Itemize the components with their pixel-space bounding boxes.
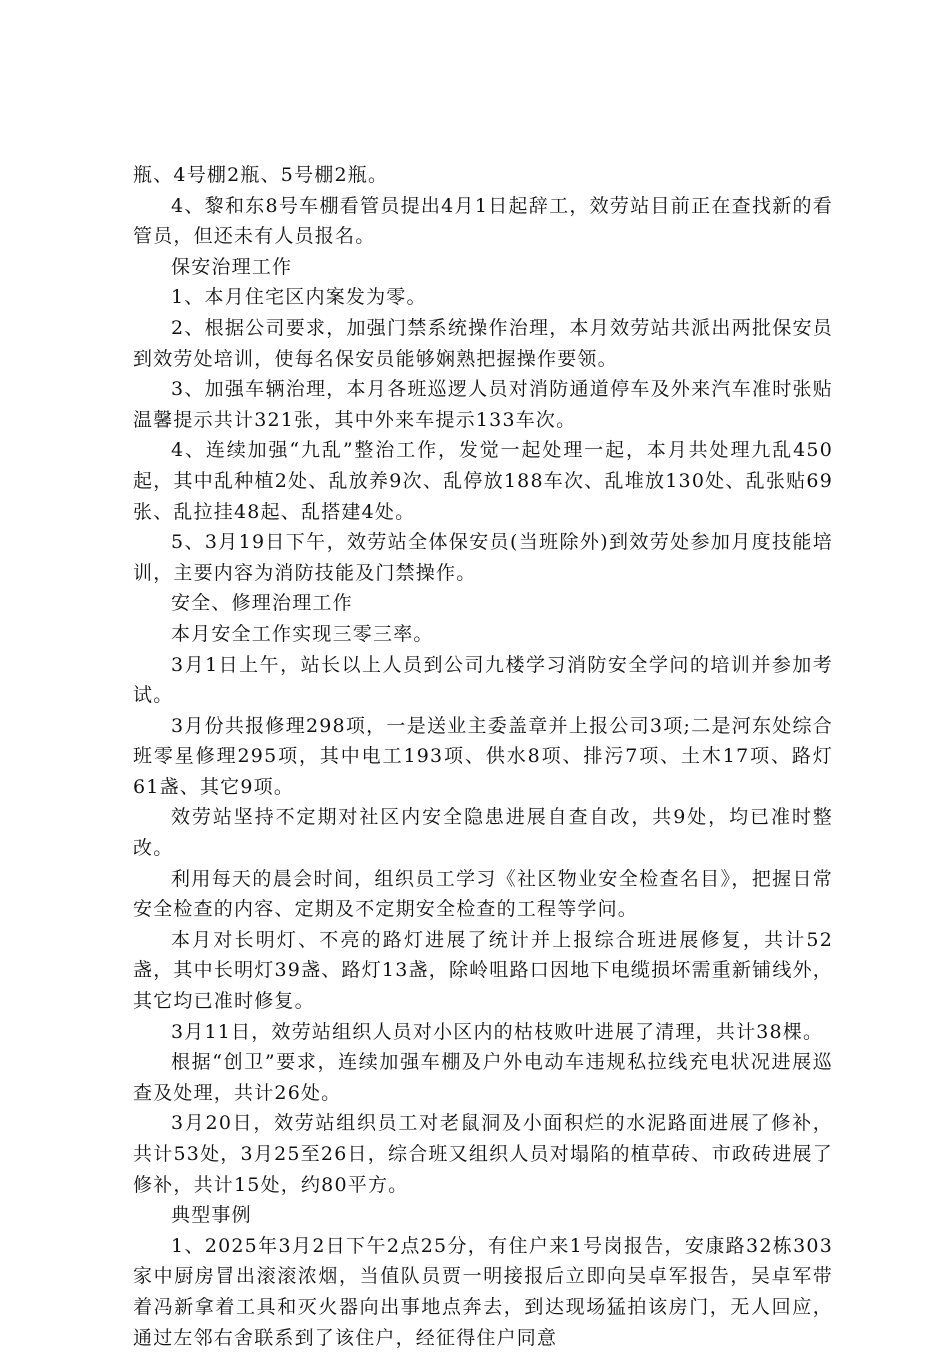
- paragraph: 3月1日上午，站长以上人员到公司九楼学习消防安全学问的培训并参加考试。: [133, 653, 833, 707]
- paragraph: 效劳站坚持不定期对社区内安全隐患进展自查自改，共9处，均已准时整改。: [133, 806, 833, 860]
- paragraph: 根据“创卫”要求，连续加强车棚及户外电动车违规私拉线充电状况进展巡查及处理，共计26处。: [133, 1051, 833, 1104]
- section-heading: 安全、修理治理工作: [171, 592, 353, 615]
- paragraph: 4、黎和东8号车棚看管员提出4月1日起辞工，效劳站目前正在查找新的看管员，但还未有人员报名。: [133, 194, 833, 248]
- section-heading: 典型事例: [171, 1204, 252, 1227]
- paragraph: 本月对长明灯、不亮的路灯进展了统计并上报综合班进展修复，共计52盏，其中长明灯39盏、路灯13盏，除岭咀路口因地下电缆损坏需重新铺线外，其它均已准时修复。: [133, 928, 833, 1013]
- paragraph: 1、2025年3月2日下午2点25分，有住户来1号岗报告，安康路32栋303家中厨房冒出滚滚浓烟，当值队员贾一明接报后立即向吴卓军报告，吴卓军带着冯新拿着工具和灭火器向出事地点奔去，到达现场猛拍该房门，无人回应，通过左邻右舍联系到了该住户，经征得住户同意: [133, 1234, 833, 1349]
- paragraph: 利用每天的晨会时间，组织员工学习《社区物业安全检查名目》，把握日常安全检查的内容、定期及不定期安全检查的工程等学问。: [133, 867, 833, 921]
- section-heading: 保安治理工作: [171, 255, 293, 278]
- paragraph: 3月份共报修理298项，一是送业主委盖章并上报公司3项;二是河东处综合班零星修理295项，其中电工193项、供水8项、排污7项、土木17项、路灯61盏、其它9项。: [133, 714, 833, 798]
- paragraph: 3、加强车辆治理，本月各班巡逻人员对消防通道停车及外来汽车准时张贴温馨提示共计321张，其中外来车提示133车次。: [133, 378, 833, 431]
- paragraph: 3月11日，效劳站组织人员对小区内的枯枝败叶进展了清理，共计38棵。: [171, 1020, 824, 1043]
- paragraph: 本月安全工作实现三零三率。: [171, 622, 434, 645]
- paragraph: 5、3月19日下午，效劳站全体保安员(当班除外)到效劳处参加月度技能培训，主要内容为消防技能及门禁操作。: [133, 531, 833, 584]
- paragraph: 4、连续加强“九乱”整治工作，发觉一起处理一起，本月共处理九乱450起，其中乱种植2处、乱放养9次、乱停放188车次、乱堆放130处、乱张贴69张、乱拉挂48起、乱搭建4处。: [133, 439, 833, 523]
- paragraph: 1、本月住宅区内案发为零。: [171, 286, 427, 309]
- paragraph: 2、根据公司要求，加强门禁系统操作治理，本月效劳站共派出两批保安员到效劳处培训，使每名保安员能够娴熟把握操作要领。: [133, 316, 833, 370]
- document-body: [133, 160, 833, 1353]
- paragraph-continuation: 瓶、4号棚2瓶、5号棚2瓶。: [133, 164, 389, 186]
- paragraph: 3月20日，效劳站组织员工对老鼠洞及小面积烂的水泥路面进展了修补，共计53处，3月25至26日，综合班又组织人员对塌陷的植草砖、市政砖进展了修补，共计15处，约80平方。: [133, 1112, 833, 1196]
